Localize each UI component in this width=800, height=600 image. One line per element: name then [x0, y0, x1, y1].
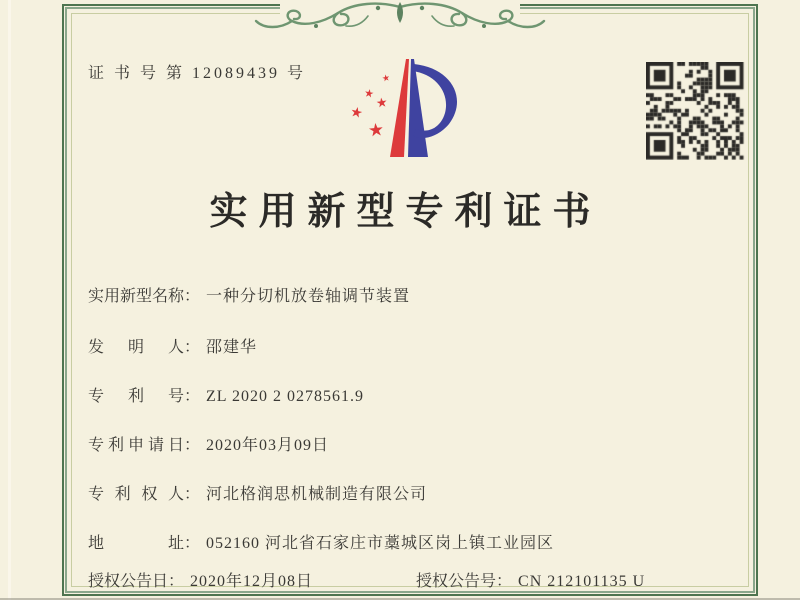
star-icon: ★: [380, 72, 391, 84]
certificate-title: 实用新型专利证书: [209, 191, 602, 233]
field-colon: ：: [184, 339, 201, 356]
grant-number-label: 授权公告号: [416, 573, 497, 590]
grant-date-value: 2020年12月08日: [190, 573, 314, 590]
field-label: 专利申请日: [88, 437, 184, 454]
field-row-inventor: [88, 334, 257, 357]
floral-scroll-ornament-icon: [250, 0, 550, 34]
star-icon: ★: [363, 87, 375, 101]
cnipa-patent-logo-icon: [332, 55, 480, 167]
qr-code: [646, 62, 746, 160]
field-row-invention-name: [88, 283, 410, 306]
field-colon: ：: [496, 573, 513, 590]
field-value-filing-date: 2020年03月09日: [206, 437, 330, 454]
field-label: 实用新型名称: [88, 288, 185, 305]
field-row-filing-date: [88, 432, 329, 455]
field-value-patentee: 河北格润思机械制造有限公司: [206, 486, 428, 503]
star-icon: ★: [366, 119, 386, 141]
field-row-address: [88, 530, 554, 553]
grant-date-cell: [88, 568, 313, 591]
grant-number-value: CN 212101135 U: [518, 573, 646, 590]
field-colon: ：: [184, 288, 201, 305]
field-value-inventor: 邵建华: [206, 339, 258, 356]
field-row-patentee: [88, 481, 427, 504]
field-label: 专利号: [88, 388, 184, 405]
field-colon: ：: [184, 437, 201, 454]
field-value-invention-name: 一种分切机放卷轴调节装置: [206, 288, 411, 305]
field-row-patent-number: [88, 383, 364, 406]
certificate-number: 证 书 号 第 12089439 号: [88, 65, 307, 82]
scan-edge: [8, 0, 11, 600]
field-colon: ：: [184, 486, 201, 503]
field-colon: ：: [168, 573, 185, 590]
field-label: 地址: [88, 535, 184, 552]
grant-date-label: 授权公告日: [88, 573, 169, 590]
field-colon: ：: [184, 388, 201, 405]
grant-number-cell: [416, 568, 645, 591]
field-colon: ：: [184, 535, 201, 552]
field-value-patent-number: ZL 2020 2 0278561.9: [206, 388, 364, 405]
field-label: 专利权人: [88, 486, 184, 503]
star-icon: ★: [348, 104, 365, 123]
star-icon: ★: [375, 94, 389, 111]
field-label: 发明人: [88, 339, 184, 356]
field-value-address: 052160 河北省石家庄市藁城区岗上镇工业园区: [206, 535, 555, 552]
